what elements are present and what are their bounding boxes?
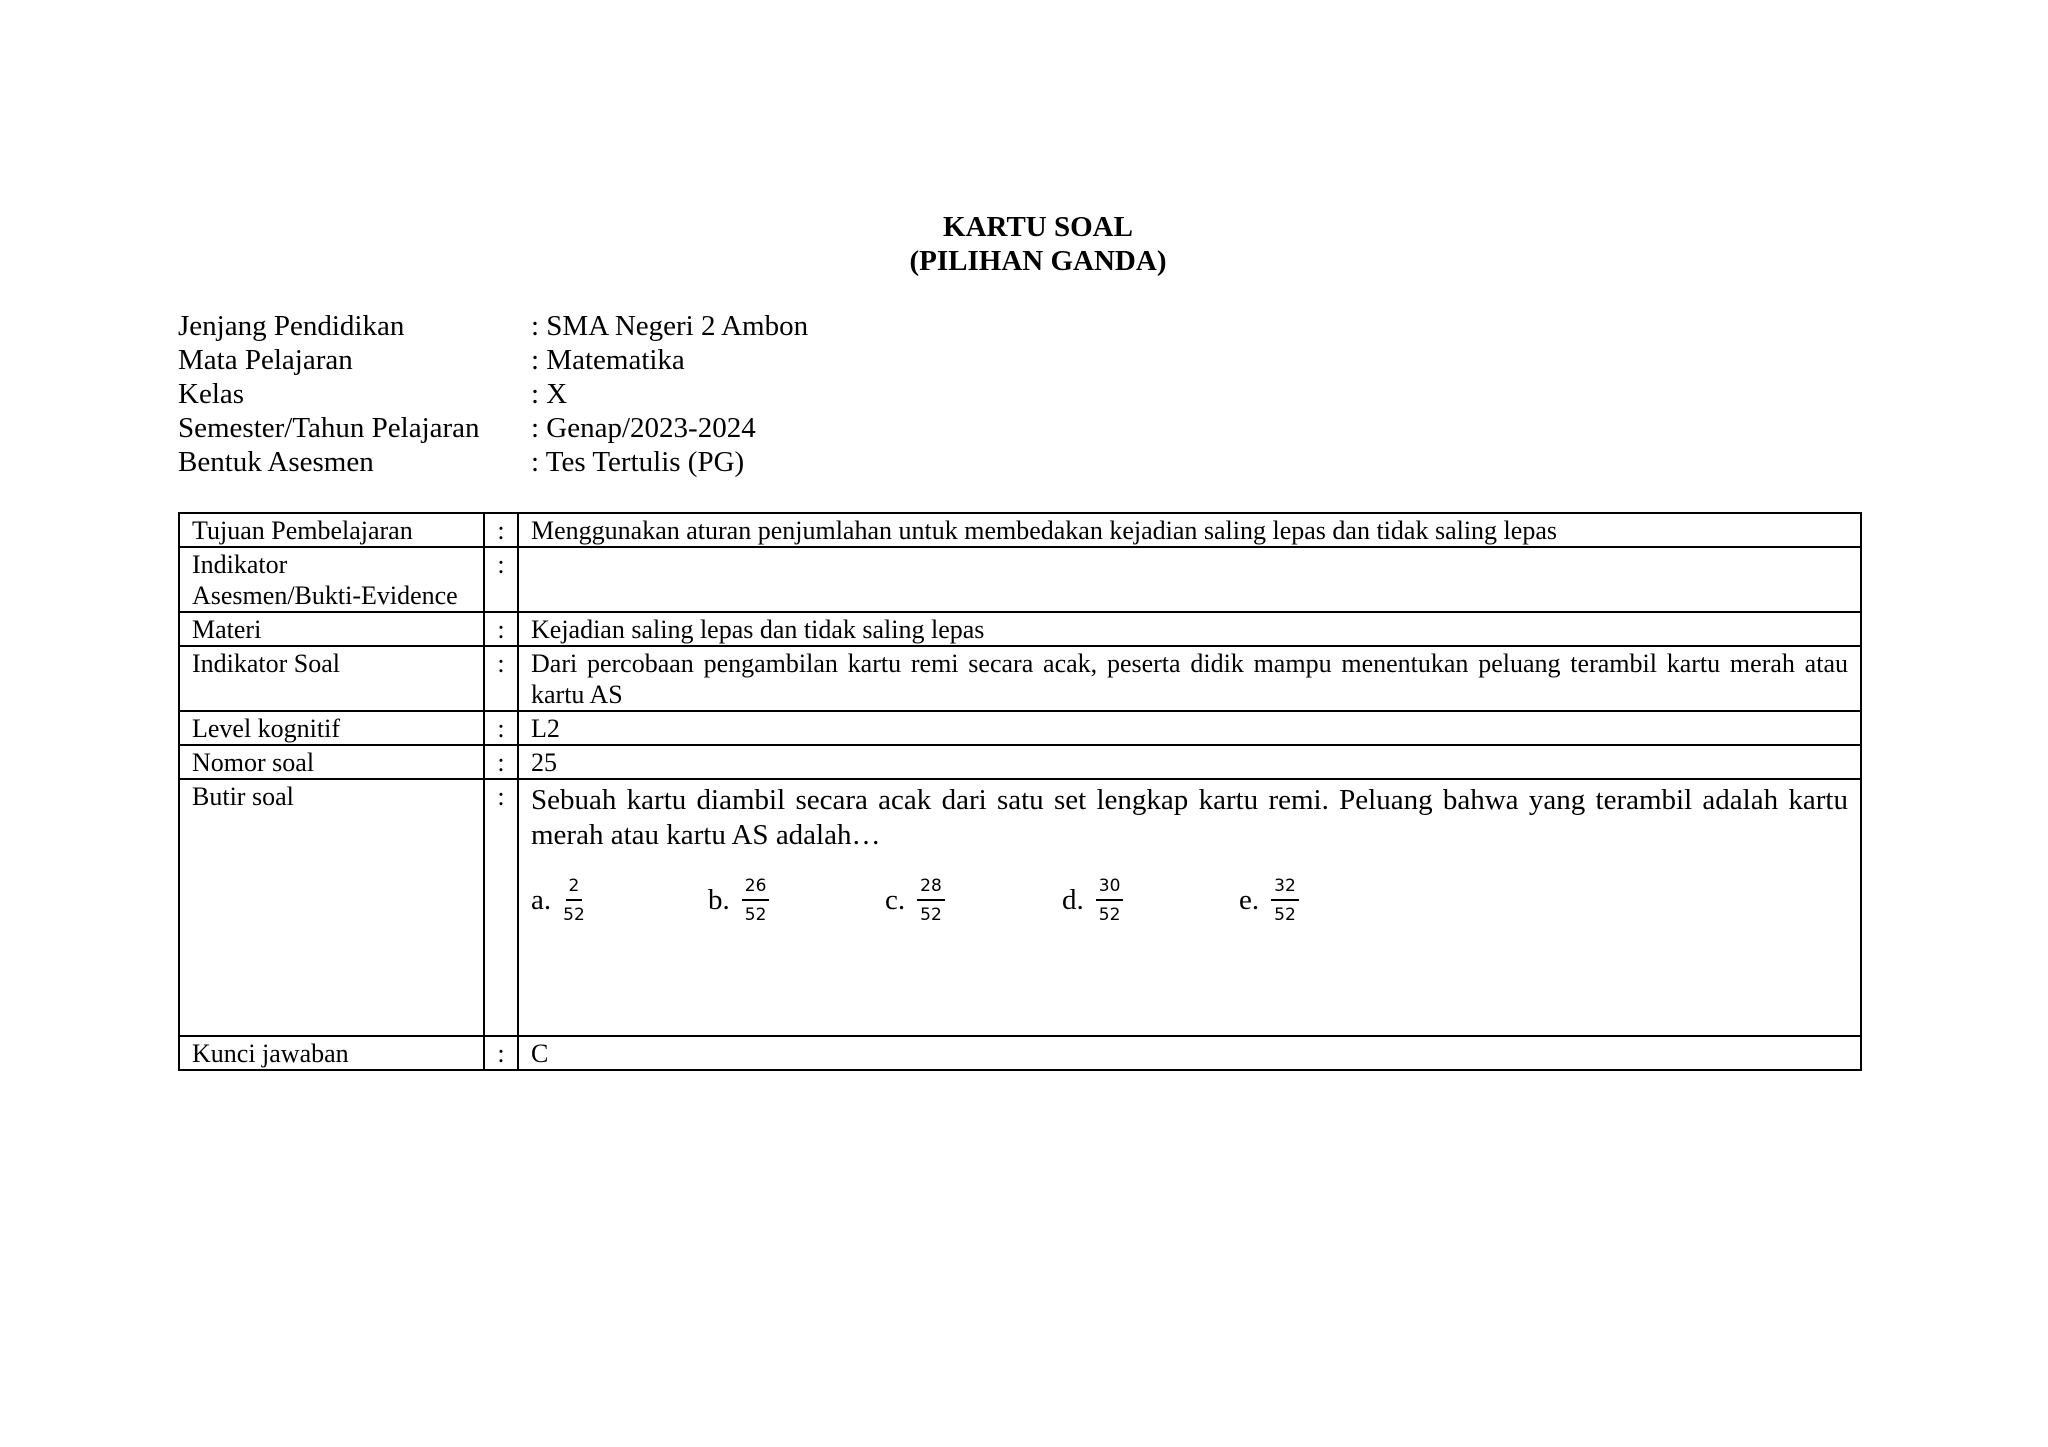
row-label-line: Asesmen/Bukti-Evidence <box>192 581 458 610</box>
table-row-butir <box>179 779 1861 1036</box>
meta-row-mapel <box>178 343 808 377</box>
option-letter: b. <box>708 884 730 916</box>
fraction <box>1096 875 1124 926</box>
fraction-denominator: 52 <box>744 905 767 925</box>
meta-label: Jenjang Pendidikan <box>178 310 405 342</box>
row-colon: : <box>484 612 518 646</box>
fraction-numerator: 32 <box>1271 875 1299 901</box>
row-colon: : <box>484 646 518 711</box>
row-value: L2 <box>518 711 1861 745</box>
row-colon: : <box>484 745 518 779</box>
row-label <box>179 547 484 612</box>
fraction <box>1271 875 1299 926</box>
fraction-denominator: 52 <box>563 905 585 925</box>
fraction-denominator: 52 <box>1098 905 1121 925</box>
row-value: C <box>518 1036 1861 1070</box>
table-row-level <box>179 711 1861 745</box>
meta-label: Bentuk Asesmen <box>178 446 374 478</box>
fraction-denominator: 52 <box>1274 905 1296 925</box>
row-value: Kejadian saling lepas dan tidak saling lepas <box>518 612 1861 646</box>
row-value <box>518 547 1861 612</box>
meta-value: : Matematika <box>531 344 685 376</box>
fraction <box>742 875 770 926</box>
meta-label: Mata Pelajaran <box>178 344 353 376</box>
row-colon: : <box>484 711 518 745</box>
page-title: KARTU SOAL <box>943 211 1133 243</box>
fraction-numerator: 28 <box>917 875 945 901</box>
row-label: Kunci jawaban <box>179 1036 484 1070</box>
answer-options <box>531 875 1848 1035</box>
meta-row-jenjang <box>178 309 808 343</box>
meta-info <box>178 309 808 479</box>
option-d <box>1062 875 1239 926</box>
row-label: Butir soal <box>179 779 484 1036</box>
meta-label: Semester/Tahun Pelajaran <box>178 412 480 444</box>
row-colon: : <box>484 547 518 612</box>
table-row-materi <box>179 612 1861 646</box>
option-letter: e. <box>1239 884 1260 916</box>
option-a <box>531 875 708 926</box>
row-value <box>518 779 1861 1036</box>
table-row-tujuan <box>179 513 1861 547</box>
option-letter: a. <box>531 884 552 916</box>
fraction <box>563 875 585 926</box>
row-value: 25 <box>518 745 1861 779</box>
option-c <box>885 875 1062 926</box>
row-colon: : <box>484 779 518 1036</box>
row-value: Dari percobaan pengambilan kartu remi secara acak, peserta didik mampu menentukan peluang terambil kartu merah atau kartu AS <box>518 646 1861 711</box>
option-letter: c. <box>885 884 906 916</box>
option-letter: d. <box>1062 884 1084 916</box>
option-b <box>708 875 885 926</box>
row-colon: : <box>484 1036 518 1070</box>
meta-value: : Genap/2023-2024 <box>531 412 756 444</box>
page-subtitle: (PILIHAN GANDA) <box>909 245 1167 277</box>
meta-value: : X <box>531 378 568 410</box>
table-row-indikator-asesmen <box>179 547 1861 612</box>
meta-row-kelas <box>178 377 808 411</box>
table-row-kunci <box>179 1036 1861 1070</box>
table-row-indikator-soal <box>179 646 1861 711</box>
row-label: Nomor soal <box>179 745 484 779</box>
fraction-numerator: 30 <box>1096 875 1124 901</box>
meta-row-asesmen <box>178 445 808 479</box>
row-colon: : <box>484 513 518 547</box>
option-e <box>1239 875 1416 926</box>
meta-row-semester <box>178 411 808 445</box>
fraction-numerator: 26 <box>742 875 770 901</box>
row-label: Level kognitif <box>179 711 484 745</box>
fraction-denominator: 52 <box>920 905 942 925</box>
row-label: Indikator Soal <box>179 646 484 711</box>
row-label: Materi <box>179 612 484 646</box>
meta-value: : SMA Negeri 2 Ambon <box>531 310 809 342</box>
meta-value: : Tes Tertulis (PG) <box>531 446 745 478</box>
row-label: Tujuan Pembelajaran <box>179 513 484 547</box>
row-label-line: Indikator <box>192 550 288 579</box>
row-value: Menggunakan aturan penjumlahan untuk membedakan kejadian saling lepas dan tidak saling lepas <box>518 513 1861 547</box>
fraction-numerator: 2 <box>566 875 583 901</box>
question-card-table <box>178 512 1862 1071</box>
meta-label: Kelas <box>178 378 245 410</box>
fraction <box>917 875 945 926</box>
table-row-nomor <box>179 745 1861 779</box>
question-text: Sebuah kartu diambil secara acak dari satu set lengkap kartu remi. Peluang bahwa yang terambil adalah kartu merah atau kartu AS adalah… <box>531 784 1848 851</box>
